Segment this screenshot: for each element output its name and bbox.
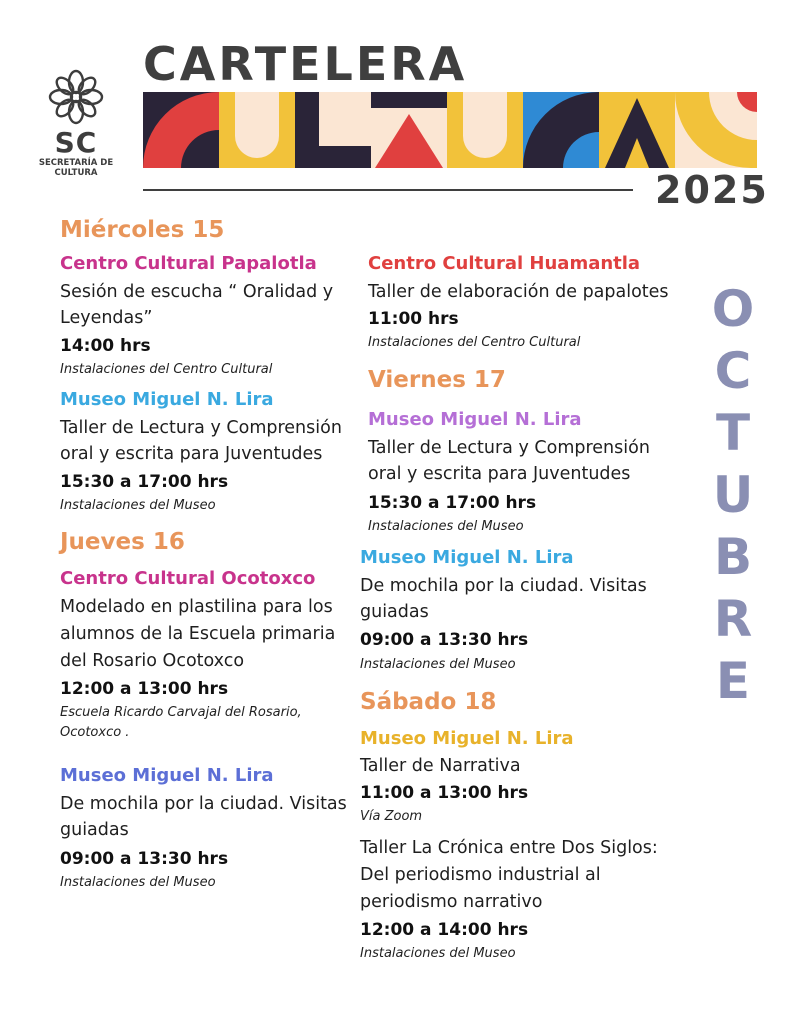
month-letter: C	[714, 342, 752, 400]
event-location: Instalaciones del Museo	[60, 498, 216, 513]
event-time: 15:30 a 17:00 hrs	[60, 472, 229, 492]
event-activity: Del periodismo industrial al	[360, 865, 601, 885]
day-heading-miercoles: Miércoles 15	[60, 217, 225, 243]
event-activity: guiadas	[60, 820, 129, 840]
title-divider	[143, 189, 633, 191]
event-time: 09:00 a 13:30 hrs	[60, 849, 229, 869]
event-activity: Taller de Narrativa	[360, 756, 521, 776]
event-venue: Museo Miguel N. Lira	[60, 765, 274, 786]
logo-subtitle-line1: SECRETARÍA DE	[38, 158, 114, 168]
month-letter: U	[712, 466, 754, 524]
month-letter: O	[711, 280, 755, 338]
event-venue: Museo Miguel N. Lira	[360, 547, 574, 568]
event-venue: Museo Miguel N. Lira	[368, 409, 582, 430]
month-letter: B	[713, 528, 753, 586]
event-location: Instalaciones del Centro Cultural	[60, 362, 273, 377]
logo-initials: SC	[54, 126, 98, 159]
flower-emblem-icon	[47, 68, 105, 126]
event-venue: Centro Cultural Huamantla	[368, 253, 641, 274]
title-cartelera: CARTELERA	[143, 37, 468, 91]
event-venue: Museo Miguel N. Lira	[360, 728, 574, 749]
event-venue: Centro Cultural Ocotoxco	[60, 568, 316, 589]
year-label: 2025	[655, 168, 769, 212]
event-time: 12:00 a 14:00 hrs	[360, 920, 529, 940]
event-activity: Taller de Lectura y Comprensión	[60, 418, 342, 438]
day-heading-sabado: Sábado 18	[360, 689, 497, 715]
event-venue: Centro Cultural Papalotla	[60, 253, 317, 274]
logo-subtitle-line2: CULTURA	[54, 168, 98, 178]
event-activity: De mochila por la ciudad. Visitas	[360, 576, 647, 596]
event-time: 11:00 a 13:00 hrs	[360, 783, 529, 803]
day-heading-viernes: Viernes 17	[368, 367, 506, 393]
event-activity: Modelado en plastilina para los	[60, 597, 333, 617]
event-activity: Taller La Crónica entre Dos Siglos:	[360, 838, 658, 858]
event-time: 11:00 hrs	[368, 309, 459, 329]
month-letter: T	[715, 404, 751, 462]
day-heading-jueves: Jueves 16	[60, 529, 185, 555]
event-venue: Museo Miguel N. Lira	[60, 389, 274, 410]
event-activity: guiadas	[360, 602, 429, 622]
event-location: Vía Zoom	[360, 809, 423, 824]
secretaria-cultura-logo	[30, 68, 122, 178]
event-location: Instalaciones del Museo	[360, 946, 516, 961]
month-vertical-label	[700, 278, 766, 712]
event-location: Instalaciones del Centro Cultural	[368, 335, 581, 350]
title-cultural-graphic	[143, 92, 757, 168]
event-activity: Taller de Lectura y Comprensión	[368, 438, 650, 458]
event-location: Instalaciones del Museo	[360, 657, 516, 672]
event-activity: Sesión de escucha “ Oralidad y	[60, 282, 334, 302]
event-activity: oral y escrita para Juventudes	[368, 464, 631, 484]
event-activity: oral y escrita para Juventudes	[60, 444, 323, 464]
event-activity: periodismo narrativo	[360, 892, 543, 912]
month-letter: R	[713, 590, 753, 648]
month-letter: E	[715, 652, 751, 710]
event-location: Instalaciones del Museo	[368, 519, 524, 534]
event-time: 09:00 a 13:30 hrs	[360, 630, 529, 650]
event-time: 12:00 a 13:00 hrs	[60, 679, 229, 699]
event-activity: del Rosario Ocotoxco	[60, 651, 245, 671]
event-activity: alumnos de la Escuela primaria	[60, 624, 336, 644]
event-activity: Taller de elaboración de papalotes	[368, 282, 669, 302]
event-activity: Leyendas”	[60, 308, 153, 328]
event-activity: De mochila por la ciudad. Visitas	[60, 794, 347, 814]
event-location: Instalaciones del Museo	[60, 875, 216, 890]
event-time: 15:30 a 17:00 hrs	[368, 493, 537, 513]
event-location: Escuela Ricardo Carvajal del Rosario,	[60, 705, 302, 720]
event-time: 14:00 hrs	[60, 336, 151, 356]
event-location: Ocotoxco .	[60, 725, 130, 740]
